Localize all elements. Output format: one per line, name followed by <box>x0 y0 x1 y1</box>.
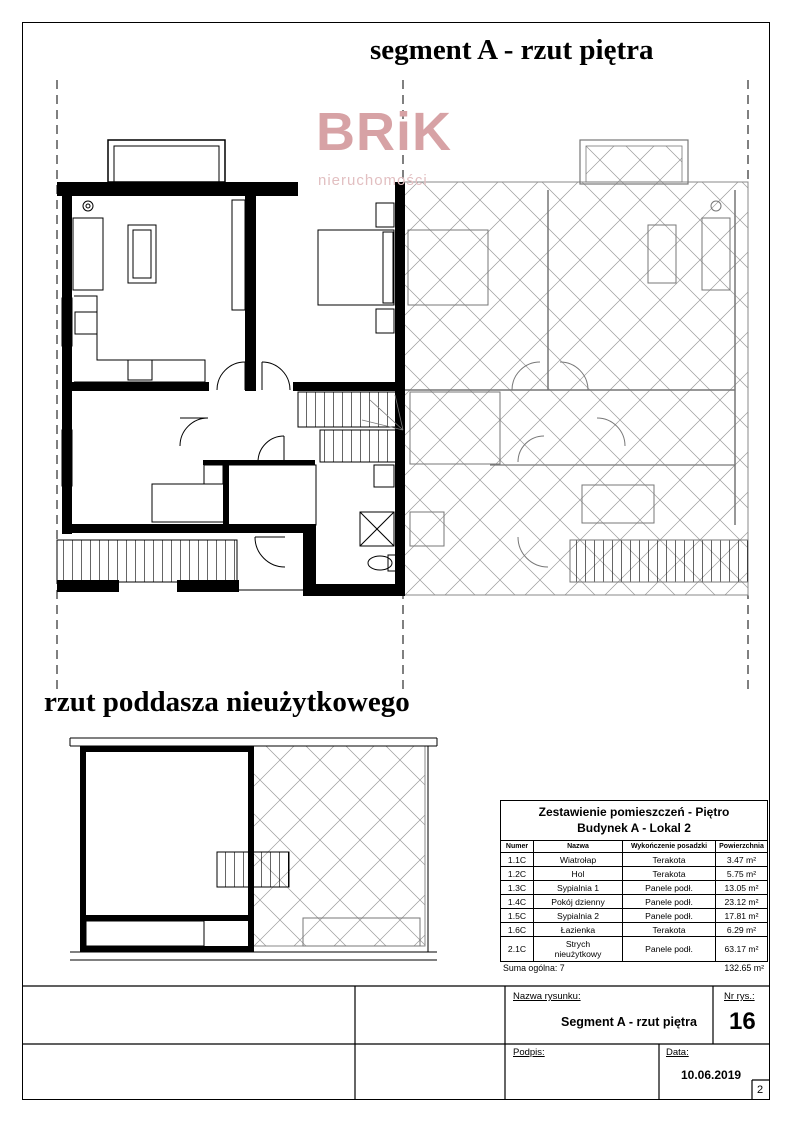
room-name: Strych nieużytkowy <box>534 937 623 962</box>
table-row <box>501 881 768 895</box>
drawing-name-label: Nazwa rysunku: <box>513 991 581 1002</box>
room-name: Hol <box>534 867 623 881</box>
drawing-number: 16 <box>729 1008 756 1035</box>
sum-value: 132.65 m² <box>724 963 764 973</box>
room-number: 1.4C <box>501 895 534 909</box>
room-name: Pokój dzienny <box>534 895 623 909</box>
room-area: 3.47 m² <box>716 853 768 867</box>
schedule-title-line1: Zestawienie pomieszczeń - Piętro <box>538 805 730 819</box>
room-finish: Panele podł. <box>623 909 716 923</box>
segment-a-walls <box>57 182 405 596</box>
table-row <box>501 909 768 923</box>
room-finish: Terakota <box>623 867 716 881</box>
segment-a-stairs <box>57 392 403 582</box>
room-number: 1.6C <box>501 923 534 937</box>
neighbor-segment-hatched <box>403 140 748 595</box>
col-number: Numer <box>501 841 534 853</box>
room-finish: Panele podł. <box>623 937 716 962</box>
room-number: 1.5C <box>501 909 534 923</box>
schedule-title <box>500 800 768 840</box>
room-name: Łazienka <box>534 923 623 937</box>
logo-subtitle: nieruchomości <box>318 172 428 189</box>
room-finish: Panele podł. <box>623 881 716 895</box>
room-number: 1.1C <box>501 853 534 867</box>
col-finish: Wykończenie posadzki <box>623 841 716 853</box>
room-finish: Panele podł. <box>623 895 716 909</box>
room-area: 17.81 m² <box>716 909 768 923</box>
floor-plan-title: segment A - rzut piętra <box>370 34 654 66</box>
room-number: 2.1C <box>501 937 534 962</box>
col-area: Powierzchnia <box>716 841 768 853</box>
room-number: 1.2C <box>501 867 534 881</box>
drawing-date: 10.06.2019 <box>681 1068 742 1082</box>
room-name: Sypialnia 2 <box>534 909 623 923</box>
schedule-table <box>500 840 768 962</box>
room-area: 63.17 m² <box>716 937 768 962</box>
drawing-name: Segment A - rzut piętra <box>561 1015 697 1029</box>
brik-logo <box>316 102 481 198</box>
table-row <box>501 937 768 962</box>
table-row <box>501 853 768 867</box>
room-area: 23.12 m² <box>716 895 768 909</box>
sheet-number: 2 <box>757 1084 764 1096</box>
schedule-sum <box>500 962 768 973</box>
signature-label: Podpis: <box>513 1047 545 1058</box>
neighbor-attic-hatched <box>253 746 425 946</box>
sum-label: Suma ogólna: 7 <box>503 963 565 973</box>
room-name: Sypialnia 1 <box>534 881 623 895</box>
col-name: Nazwa <box>534 841 623 853</box>
room-area: 13.05 m² <box>716 881 768 895</box>
schedule-title-line2: Budynek A - Lokal 2 <box>577 821 691 835</box>
room-number: 1.3C <box>501 881 534 895</box>
table-row <box>501 867 768 881</box>
attic-plan-title: rzut poddasza nieużytkowego <box>44 686 410 718</box>
table-row <box>501 895 768 909</box>
drawing-number-label: Nr rys.: <box>724 991 755 1002</box>
table-row <box>501 923 768 937</box>
logo-brand: BRiK <box>316 102 452 162</box>
title-block-grid <box>22 986 770 1100</box>
room-name: Wiatrołap <box>534 853 623 867</box>
date-label: Data: <box>666 1047 689 1058</box>
room-finish: Terakota <box>623 853 716 867</box>
room-finish: Terakota <box>623 923 716 937</box>
room-area: 5.75 m² <box>716 867 768 881</box>
room-area: 6.29 m² <box>716 923 768 937</box>
room-schedule <box>500 800 768 973</box>
